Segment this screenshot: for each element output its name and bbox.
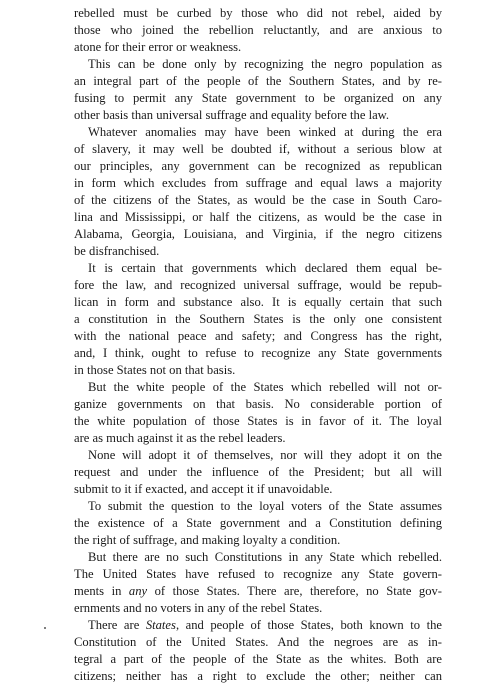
- text-line: are as much against it as the rebel leaders.: [74, 431, 286, 445]
- margin-speck: [44, 627, 46, 629]
- text-line: the white population of those States is in favor of it. The loyal: [74, 414, 442, 428]
- text-line: tegral a part of the people of the State as the whites. Both are: [74, 652, 442, 666]
- text-line: and, I think, ought to refuse to recognize any State governments: [74, 346, 442, 360]
- text-line: rebelled must be curbed by those who did not rebel, aided by: [74, 6, 442, 20]
- text-line: in form which excludes from suffrage and equal laws a majority: [74, 176, 442, 190]
- text-line: ments in any of those States. There are, therefore, no State gov-: [74, 584, 442, 598]
- text-line: atone for their error or weakness.: [74, 40, 242, 54]
- text-line: The United States have refused to recognize any State govern-: [74, 567, 442, 581]
- body-text: [74, 5, 442, 685]
- text-line: None will adopt it of themselves, nor will they adopt it on the: [88, 448, 442, 462]
- text-line: our principles, any government can be recognized as republican: [74, 159, 442, 173]
- text-line: But the white people of the States which rebelled will not or-: [88, 380, 442, 394]
- text-line: Whatever anomalies may have been winked at during the era: [88, 125, 442, 139]
- text-line: request and under the influence of the President; but all will: [74, 465, 442, 479]
- text-line: be disfranchised.: [74, 244, 160, 258]
- text-line: ganize governments on that basis. No considerable portion of: [74, 397, 442, 411]
- text-line: fore the law, and recognized universal suffrage, would be repub-: [74, 278, 442, 292]
- text-line: This can be done only by recognizing the negro population as: [88, 57, 442, 71]
- text-line: citizens; neither has a right to exclude the other; neither can: [74, 669, 442, 683]
- text-line: Alabama, Georgia, Louisiana, and Virginia, if the negro citizens: [74, 227, 442, 241]
- text-line: lina and Mississippi, or half the citizens, as would be the case in: [74, 210, 442, 224]
- text-line: of slavery, it may well be doubted if, without a serious blow at: [74, 142, 442, 156]
- text-line: To submit the question to the loyal voters of the State assumes: [88, 499, 442, 513]
- text-line: But there are no such Constitutions in any State which rebelled.: [88, 550, 442, 564]
- text-line: the right of suffrage, and making loyalty a condition.: [74, 533, 341, 547]
- text-line: the existence of a State government and a Constitution defining: [74, 516, 442, 530]
- text-line: other basis than universal suffrage and equality before the law.: [74, 108, 390, 122]
- text-line: It is certain that governments which declared them equal be-: [88, 261, 442, 275]
- text-line: Constitution of the United States. And the negroes are as in-: [74, 635, 442, 649]
- text-line: fusing to permit any State government to be organized on any: [74, 91, 442, 105]
- text-line: submit to it if exacted, and accept it if unavoidable.: [74, 482, 333, 496]
- text-line: with the national peace and safety; and Congress has the right,: [74, 329, 442, 343]
- text-line: ernments and no voters in any of the rebel States.: [74, 601, 323, 615]
- text-line: There are States, and people of those States, both known to the: [88, 618, 442, 632]
- text-line: those who joined the rebellion reluctantly, and are anxious to: [74, 23, 442, 37]
- text-line: an integral part of the people of the Southern States, and by re-: [74, 74, 442, 88]
- text-line: lican in form and substance also. It is equally certain that such: [74, 295, 442, 309]
- text-line: a constitution in the Southern States is the only one consistent: [74, 312, 442, 326]
- text-line: of the citizens of the States, as would be the case in South Caro-: [74, 193, 442, 207]
- text-line: in those States not on that basis.: [74, 363, 236, 377]
